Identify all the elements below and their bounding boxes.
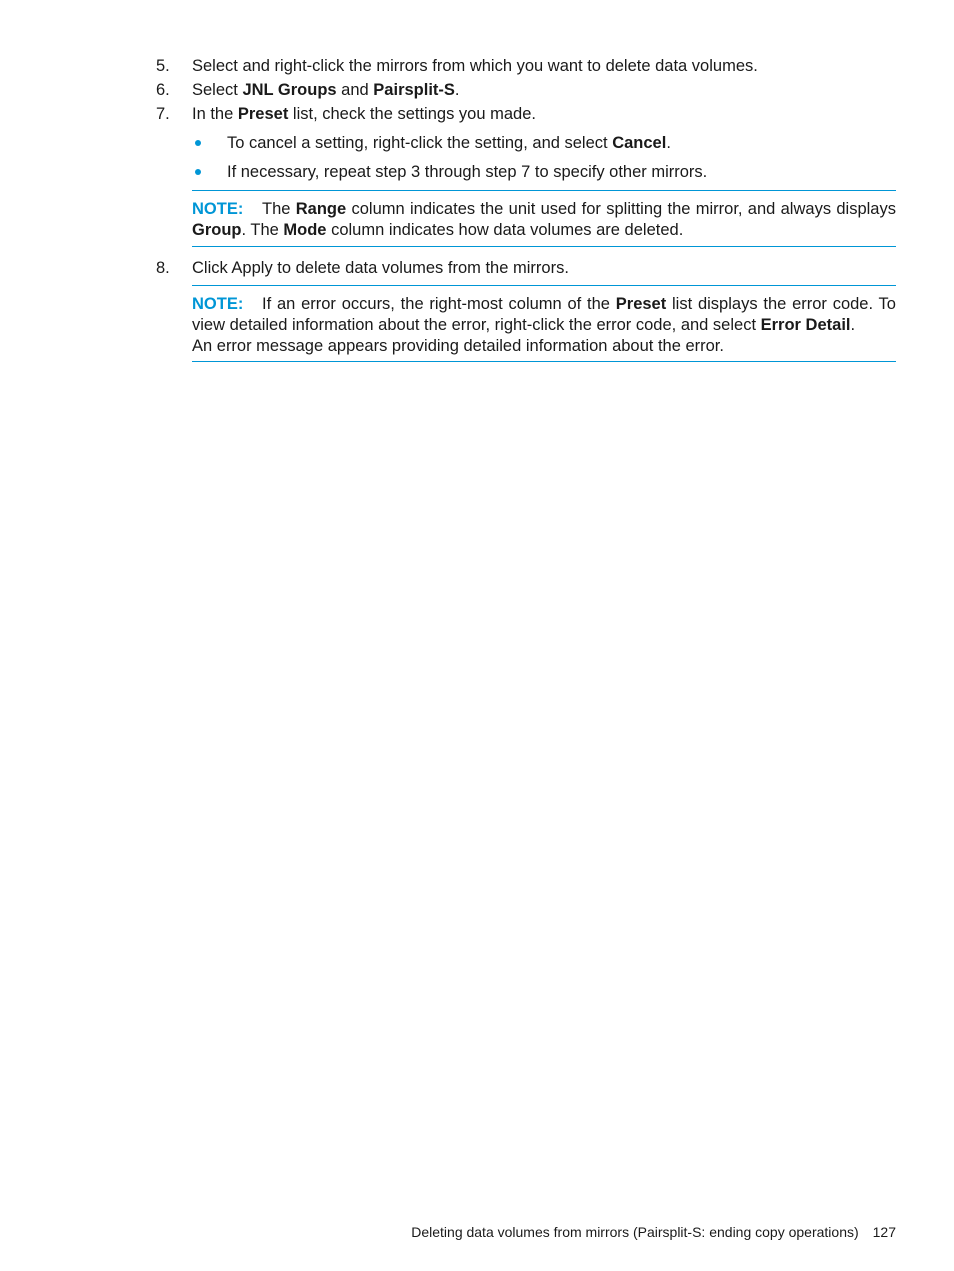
step-5-number: 5. (156, 57, 170, 75)
note-1-label: NOTE: (192, 200, 244, 218)
error-detail-term: Error Detail (760, 316, 851, 334)
jnl-groups-term: JNL Groups (242, 81, 337, 99)
mode-term: Mode (283, 221, 327, 239)
note-2-top-rule (192, 285, 896, 286)
group-term: Group (192, 221, 242, 239)
pairsplit-s-term: Pairsplit-S (373, 81, 455, 99)
step-8-number: 8. (156, 259, 170, 277)
note-2-line-2: view detailed information about the error, right-click the error code, and select Error Detail. (192, 316, 856, 334)
bullet-dot (195, 169, 201, 175)
footer-title: Deleting data volumes from mirrors (Pairsplit-S: ending copy operations) (411, 1224, 859, 1240)
note-2-line-3: An error message appears providing detailed information about the error. (192, 337, 724, 355)
note-1-bottom-rule (192, 246, 896, 247)
step-8-text: Click Apply to delete data volumes from the mirrors. (192, 259, 569, 277)
note-2-label: NOTE: (192, 295, 244, 313)
bullet-cancel-text: To cancel a setting, right-click the setting, and select Cancel. (227, 134, 671, 152)
note-2-line-1: NOTE: If an error occurs, the right-most column of the Preset list displays the error code. To (192, 295, 896, 313)
note-1-top-rule (192, 190, 896, 191)
preset-term: Preset (615, 295, 667, 313)
step-7-number: 7. (156, 105, 170, 123)
bullet-repeat-text: If necessary, repeat step 3 through step 7 to specify other mirrors. (227, 163, 708, 181)
note-1-line-1: NOTE: The Range column indicates the unit used for splitting the mirror, and always displays (192, 200, 896, 218)
note-2-bottom-rule (192, 361, 896, 362)
step-7-text: In the Preset list, check the settings you made. (192, 105, 536, 123)
cancel-term: Cancel (612, 134, 667, 152)
note-1-line-2: Group. The Mode column indicates how data volumes are deleted. (192, 221, 684, 239)
page-number: 127 (872, 1224, 896, 1240)
step-6-number: 6. (156, 81, 170, 99)
range-term: Range (295, 200, 347, 218)
step-6-text: Select JNL Groups and Pairsplit-S. (192, 81, 460, 99)
preset-term: Preset (237, 105, 289, 123)
page-footer (411, 1222, 896, 1242)
bullet-dot (195, 140, 201, 146)
step-5-text: Select and right-click the mirrors from which you want to delete data volumes. (192, 57, 758, 75)
